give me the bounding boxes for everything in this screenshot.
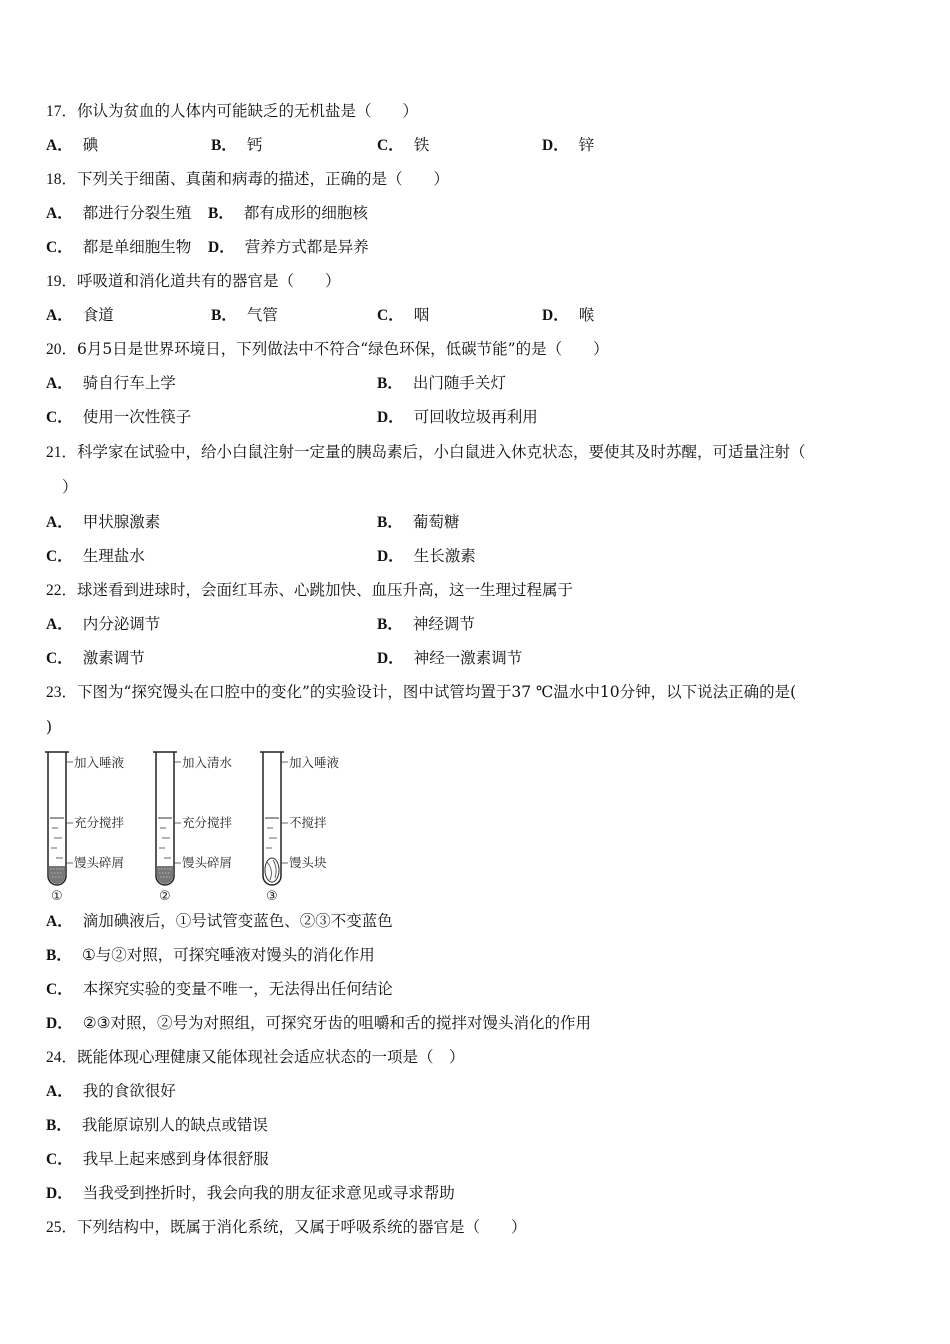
question-17-stem: 17．你认为贫血的人体内可能缺乏的无机盐是（ ）: [46, 102, 419, 120]
tube-3-mid-label: 不搅拌: [289, 815, 327, 830]
q22-option-c[interactable]: C． 激素调节: [46, 649, 145, 667]
tube-1-number: ①: [51, 889, 63, 904]
question-23-stem-continued: ): [46, 718, 53, 736]
q18-option-b[interactable]: B． 都有成形的细胞核: [208, 204, 368, 222]
q18-option-a[interactable]: A． 都进行分裂生殖: [46, 204, 192, 222]
q23-option-a[interactable]: A． 滴加碘液后，①号试管变蓝色、②③不变蓝色: [46, 912, 393, 930]
test-tube-3: [260, 752, 340, 904]
q19-option-d[interactable]: D． 喉: [542, 306, 595, 324]
tube-2-number: ②: [159, 889, 171, 904]
q21-option-b[interactable]: B． 葡萄糖: [377, 513, 460, 531]
q24-option-d[interactable]: D． 当我受到挫折时，我会向我的朋友征求意见或寻求帮助: [46, 1184, 455, 1202]
question-24-stem: 24．既能体现心理健康又能体现社会适应状态的一项是（ ）: [46, 1048, 465, 1066]
tube-1-bottom-label: 馒头碎屑: [74, 855, 125, 870]
tube-1-mid-label: 充分搅拌: [74, 815, 125, 830]
tube-3-number: ③: [266, 889, 278, 904]
q18-option-c[interactable]: C． 都是单细胞生物: [46, 238, 192, 256]
tube-2-bottom-label: 馒头碎屑: [182, 855, 233, 870]
q20-option-c[interactable]: C． 使用一次性筷子: [46, 408, 192, 426]
test-tube-2: [153, 752, 233, 904]
q19-option-b[interactable]: B． 气管: [211, 306, 278, 324]
q20-option-d[interactable]: D． 可回收垃圾再利用: [377, 408, 538, 426]
q20-option-b[interactable]: B． 出门随手关灯: [377, 374, 506, 392]
question-25-stem: 25．下列结构中，既属于消化系统，又属于呼吸系统的器官是（ ）: [46, 1218, 527, 1236]
q19-option-a[interactable]: A． 食道: [46, 306, 114, 324]
question-21-stem: 21．科学家在试验中，给小白鼠注射一定量的胰岛素后，小白鼠进入休克状态，要使其及时苏醒，可适量注射（: [46, 443, 806, 461]
q24-option-a[interactable]: A． 我的食欲很好: [46, 1082, 176, 1100]
test-tube-figure: [40, 748, 360, 906]
q17-option-d[interactable]: D． 锌: [542, 136, 595, 154]
q24-option-b[interactable]: B． 我能原谅别人的缺点或错误: [46, 1116, 268, 1134]
q23-option-c[interactable]: C． 本探究实验的变量不唯一，无法得出任何结论: [46, 980, 393, 998]
question-20-stem: 20．6月5日是世界环境日，下列做法中不符合“绿色环保，低碳节能”的是（ ）: [46, 340, 609, 358]
q17-option-c[interactable]: C． 铁: [377, 136, 430, 154]
tube-3-top-label: 加入唾液: [289, 755, 340, 770]
test-tube-1: [45, 752, 125, 904]
q21-option-c[interactable]: C． 生理盐水: [46, 547, 145, 565]
q23-option-b[interactable]: B． ①与②对照，可探究唾液对馒头的消化作用: [46, 946, 375, 964]
q22-option-b[interactable]: B． 神经调节: [377, 615, 475, 633]
question-19-stem: 19．呼吸道和消化道共有的器官是（ ）: [46, 272, 341, 290]
q22-option-d[interactable]: D． 神经一激素调节: [377, 649, 523, 667]
question-18-stem: 18．下列关于细菌、真菌和病毒的描述，正确的是（ ）: [46, 170, 450, 188]
q22-option-a[interactable]: A． 内分泌调节: [46, 615, 161, 633]
q23-option-d[interactable]: D． ②③对照，②号为对照组，可探究牙齿的咀嚼和舌的搅拌对馒头消化的作用: [46, 1014, 591, 1032]
tube-3-bottom-label: 馒头块: [289, 855, 327, 870]
q20-option-a[interactable]: A． 骑自行车上学: [46, 374, 176, 392]
q18-option-d[interactable]: D． 营养方式都是异养: [208, 238, 369, 256]
question-21-stem-continued: ）: [62, 478, 78, 496]
tube-1-top-label: 加入唾液: [74, 755, 125, 770]
question-23-stem: 23．下图为“探究馒头在口腔中的变化”的实验设计，图中试管均置于37 ℃温水中10分钟，以下说法正确的是(: [46, 683, 797, 701]
q17-option-a[interactable]: A． 碘: [46, 136, 99, 154]
q17-option-b[interactable]: B． 钙: [211, 136, 263, 154]
q19-option-c[interactable]: C． 咽: [377, 306, 430, 324]
q24-option-c[interactable]: C． 我早上起来感到身体很舒服: [46, 1150, 269, 1168]
question-22-stem: 22．球迷看到进球时，会面红耳赤、心跳加快、血压升高，这一生理过程属于: [46, 581, 574, 599]
q21-option-a[interactable]: A． 甲状腺激素: [46, 513, 161, 531]
tube-2-mid-label: 充分搅拌: [182, 815, 233, 830]
q21-option-d[interactable]: D． 生长激素: [377, 547, 476, 565]
tube-2-top-label: 加入清水: [182, 755, 233, 770]
